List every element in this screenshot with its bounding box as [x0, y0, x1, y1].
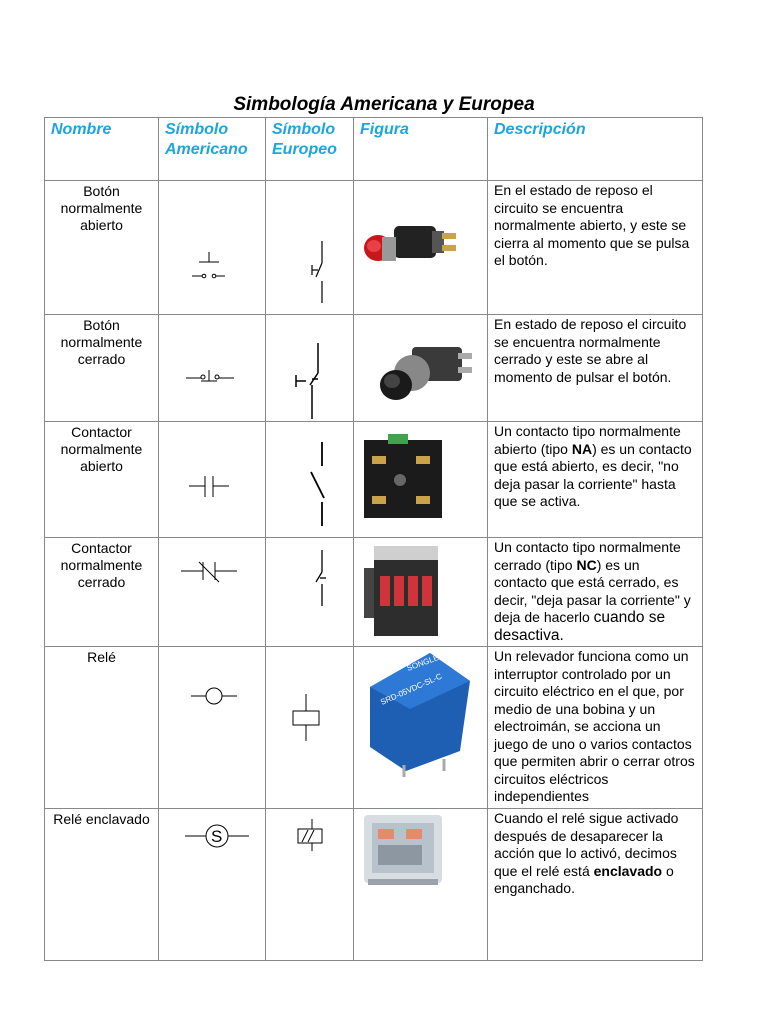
contactor-photo-icon [354, 538, 488, 647]
header-simbolo-americano: Símbolo Americano [159, 118, 266, 181]
row-description: Un relevador funciona como un interruptor controlado por un circuito eléctrico en el que, por medio de una bobina y un electroimán, se acciona un juego de uno o varios contactos que permiten abrir o cerrar otros circuitos eléctricos independientes [488, 647, 703, 809]
latching-relay-european-symbol-icon [266, 809, 354, 961]
relay-coil-symbol-icon [159, 647, 266, 809]
contact-nc-symbol-icon [159, 538, 266, 647]
row-name: Contactor normalmente abierto [45, 422, 159, 538]
header-descripcion: Descripción [488, 118, 703, 181]
red-pushbutton-photo-icon [354, 181, 488, 315]
row-name: Botón normalmente cerrado [45, 315, 159, 422]
pushbutton-no-european-symbol-icon [266, 181, 354, 315]
row-name: Relé [45, 647, 159, 809]
table-row [45, 181, 703, 315]
svg-text:S: S [211, 827, 223, 846]
pushbutton-nc-european-symbol-icon [266, 315, 354, 422]
contact-nc-european-symbol-icon [266, 538, 354, 647]
header-nombre: Nombre [45, 118, 159, 181]
header-figura: Figura [354, 118, 488, 181]
table-row [45, 538, 703, 647]
contact-no-symbol-icon [159, 422, 266, 538]
row-name: Relé enclavado [45, 809, 159, 961]
pushbutton-no-symbol-icon [159, 181, 266, 315]
blue-relay-photo-icon [354, 647, 488, 809]
page-title: Simbología Americana y Europea [233, 94, 535, 115]
latching-relay-symbol-icon [159, 809, 266, 961]
header-simbolo-europeo: Símbolo Europeo [266, 118, 354, 181]
row-description: Cuando el relé sigue activado después de desaparecer la acción que lo activó, decimos que el relé está enclavado o enganchado. [488, 809, 703, 961]
clear-relay-photo-icon [354, 809, 488, 961]
pushbutton-nc-symbol-icon [159, 315, 266, 422]
row-description: En estado de reposo el circuito se encuentra normalmente cerrado y este se abre al momento de pulsar el botón. [488, 315, 703, 422]
table-row [45, 809, 703, 961]
svg-text:SONGLE: SONGLE [405, 653, 441, 673]
row-name: Botón normalmente abierto [45, 181, 159, 315]
svg-text:SRD-05VDC-SL-C: SRD-05VDC-SL-C [379, 671, 444, 707]
row-description: Un contacto tipo normalmente abierto (tipo NA) es un contacto que está abierto, es decir, "no deja pasar la corriente" hasta que se activa. [488, 422, 703, 538]
row-description: Un contacto tipo normalmente cerrado (tipo NC) es un contacto que está cerrado, es decir, "deja pasar la corriente" y deja de hacerlo cuando se desactiva. [488, 538, 703, 647]
contact-no-european-symbol-icon [266, 422, 354, 538]
row-name: Contactor normalmente cerrado [45, 538, 159, 647]
table-row [45, 647, 703, 809]
header-row [45, 118, 703, 181]
symbology-table [44, 117, 703, 961]
row-description: En el estado de reposo el circuito se encuentra normalmente abierto, y este se cierra al momento que se pulsa el botón. [488, 181, 703, 315]
contact-block-photo-icon [354, 422, 488, 538]
table-row [45, 315, 703, 422]
black-pushbutton-photo-icon [354, 315, 488, 422]
relay-coil-european-symbol-icon [266, 647, 354, 809]
table-row [45, 422, 703, 538]
